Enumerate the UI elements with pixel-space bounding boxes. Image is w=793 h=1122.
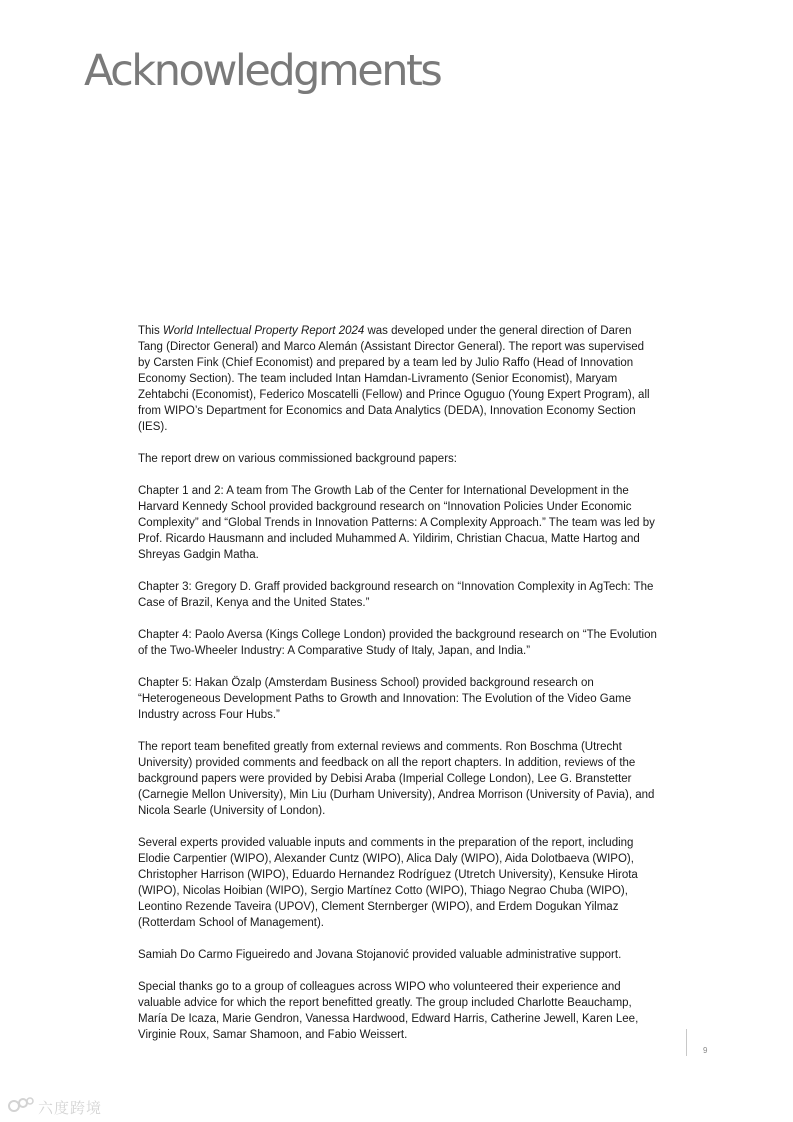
paragraph-administrative-support: Samiah Do Carmo Figueiredo and Jovana Stojanović provided valuable administrative support. — [138, 949, 622, 961]
paragraph-chapter-5: Chapter 5: Hakan Özalp (Amsterdam Business School) provided background research on “Heterogeneous Development Paths to Growth and Innovation: The Evolution of the Video Game Industry across Four Hubs.” — [138, 677, 632, 721]
paragraph-chapter-1-2: Chapter 1 and 2: A team from The Growth Lab of the Center for International Development in the Harvard Kennedy School provided background research on “Innovation Policies Under Economic Complexity” and “Global Trends in Innovation Patterns: A Complexity Approach.” The team was led by Prof. Ricardo Hausmann and included Muhammed A. Yildirim, Christian Chacua, Matte Hartog and Shreyas Gadgin Matha. — [138, 485, 655, 561]
paragraph-external-reviews: The report team benefited greatly from external reviews and comments. Ron Boschma (Utrecht University) provided comments and feedback on all the report chapters. In addition, reviews of the background papers were provided by Debisi Araba (Imperial College London), Lee G. Branstetter (Carnegie Mellon University), Min Liu (Durham University), Andrea Morrison (University of Pavia), and Nicola Searle (University of London). — [138, 741, 655, 817]
paragraph-chapter-3: Chapter 3: Gregory D. Graff provided background research on “Innovation Complexity in AgTech: The Case of Brazil, Kenya and the United States.” — [138, 581, 654, 609]
intro-paragraph — [138, 323, 658, 435]
intro-text: was developed under the general direction of Daren Tang (Director General) and Marco Alemán (Assistant Director General). The report was supervised by Carsten Fink (Chief Economist) and prepared by a team led by Julio Raffo (Head of Innovation Economy Section). The team included Intan Hamdan-Livramento (Senior Economist), Maryam Zehtabchi (Economist), Federico Moscatelli (Fellow) and Prince Oguguo (Young Expert Program), all from WIPO’s Department for Economics and Data Analytics (DEDA), Innovation Economy Section (IES). — [138, 325, 650, 433]
paragraph-chapter-4: Chapter 4: Paolo Aversa (Kings College London) provided the background research on “The Evolution of the Two-Wheeler Industry: A Comparative Study of Italy, Japan, and India.” — [138, 629, 657, 657]
acknowledgments-body — [138, 323, 658, 1059]
intro-prefix: This — [138, 325, 163, 337]
paragraph-special-thanks: Special thanks go to a group of colleagues across WIPO who volunteered their experience and valuable advice for which the report benefitted greatly. The group included Charlotte Beauchamp, María De Icaza, Marie Gendron, Vanessa Hardwood, Edward Harris, Catherine Jewell, Karen Lee, Virginie Roux, Samar Shamoon, and Fabio Weissert. — [138, 981, 639, 1041]
watermark-text: 六度跨境 — [38, 1099, 103, 1117]
page-number: 9 — [703, 1046, 708, 1055]
paragraph-expert-inputs: Several experts provided valuable inputs and comments in the preparation of the report, including Elodie Carpentier (WIPO), Alexander Cuntz (WIPO), Alica Daly (WIPO), Aida Dolotbaeva (WIPO), Christopher Harrison (WIPO), Eduardo Hernandez Rodríguez (Utretch University), Kensuke Hirota (WIPO), Nicolas Hoibian (WIPO), Sergio Martínez Cotto (WIPO), Thiago Negrao Chuba (WIPO), Leontino Rezende Taveira (UPOV), Clement Sternberger (WIPO), and Erdem Dogukan Yilmaz (Rotterdam School of Management). — [138, 837, 638, 929]
page-title: Acknowledgments — [84, 46, 441, 96]
watermark — [8, 1096, 102, 1119]
logo-icon — [8, 1096, 34, 1119]
paragraph-background-papers: The report drew on various commissioned background papers: — [138, 453, 457, 465]
footer-divider — [686, 1029, 687, 1056]
report-title: World Intellectual Property Report 2024 — [162, 325, 365, 337]
